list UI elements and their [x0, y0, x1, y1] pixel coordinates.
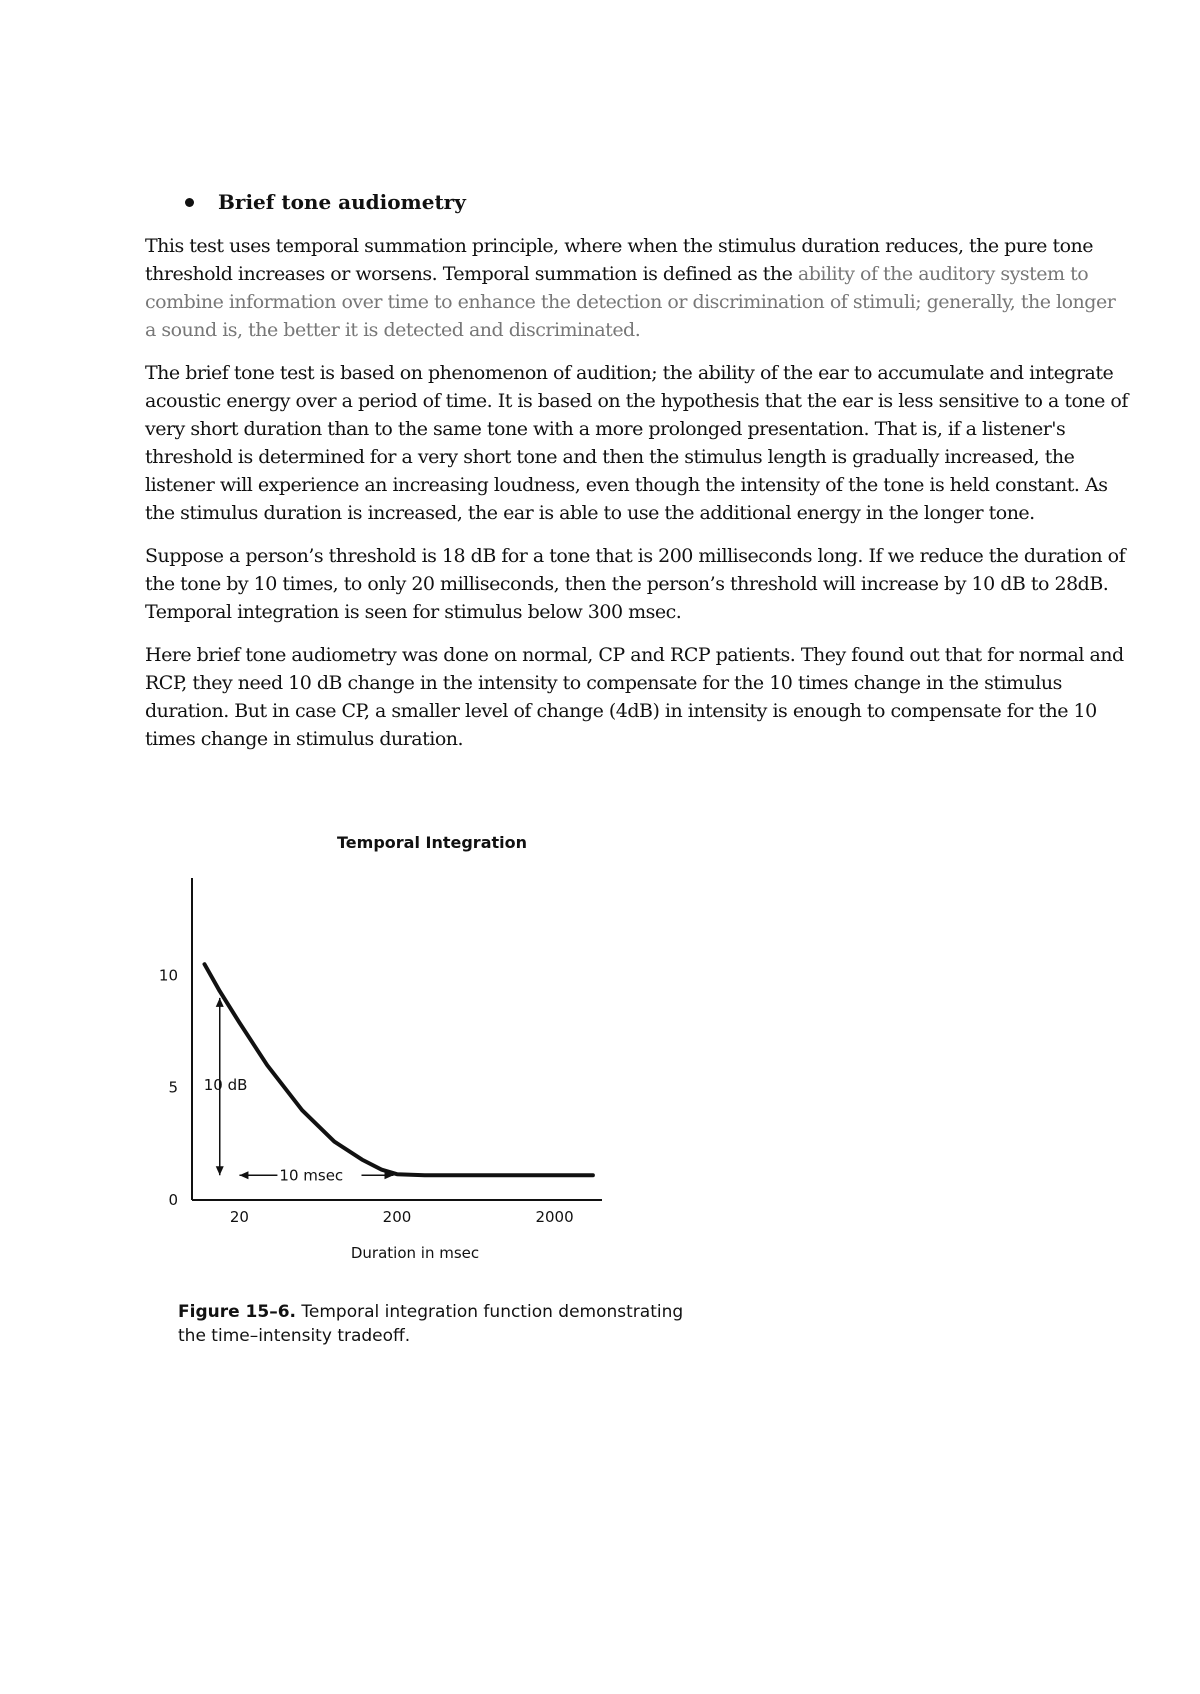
figure-caption-text: Temporal integration function demonstrating the time–intensity tradeoff.: [178, 1302, 684, 1346]
figure-caption-label: Figure 15–6.: [178, 1302, 296, 1322]
paragraph-1-quoted-definition: ability of the auditory system to combine information over time to enhance the detection or discrimination of stimuli; generally, the longer a sound is, the better it is detected and discriminated.: [145, 263, 1116, 341]
paragraph-3: Suppose a person’s threshold is 18 dB for a tone that is 200 milliseconds long. If we reduce the duration of the tone by 10 times, to only 20 milliseconds, then the person’s threshold will increase by 10 dB to 28dB. Temporal integration is seen for stimulus below 300 msec.: [145, 545, 1126, 623]
annotation-10msec: 10 msec: [279, 1166, 344, 1185]
arrow-down-icon: [216, 1166, 224, 1175]
figure-caption: [178, 1300, 698, 1348]
y-tick-label: 10: [158, 966, 178, 985]
chart-annotations: [204, 998, 394, 1184]
chart-x-axis-label: Duration in msec: [350, 1244, 480, 1262]
paragraph-1-text: This test uses temporal summation principle, where when the stimulus duration reduces, the pure tone threshold increases or worsens. Temporal summation is defined as the: [145, 235, 1094, 285]
y-tick-label: 0: [168, 1191, 178, 1209]
figure-temporal-integration: [158, 830, 690, 1350]
annotation-10db: 10 dB: [203, 1075, 248, 1094]
section-heading-text: Brief tone audiometry: [218, 190, 466, 214]
paragraph-2: The brief tone test is based on phenomenon of audition; the ability of the ear to accumulate and integrate acoustic energy over a period of time. It is based on the hypothesis that the ear is less sensitive to a tone of very short duration than to the same tone with a more prolonged presentation. That is, if a listener's threshold is determined for a very short tone and then the stimulus length is gradually increased, the listener will experience an increasing loudness, even though the intensity of the tone is held constant. As the stimulus duration is increased, the ear is able to use the additional energy in the longer tone.: [145, 362, 1128, 524]
document-body: [145, 190, 1130, 768]
paragraph-1: [145, 232, 1130, 344]
section-heading: [185, 190, 1130, 214]
chart-title: Temporal Integration: [337, 833, 527, 852]
arrow-left-icon: [239, 1171, 248, 1179]
bullet-icon: [185, 198, 194, 207]
temporal-integration-chart: [158, 830, 690, 1300]
x-tick-label: 20: [229, 1208, 249, 1226]
chart-series-line: [205, 964, 593, 1175]
x-tick-label: 200: [382, 1208, 412, 1226]
x-tick-label: 2000: [535, 1208, 574, 1226]
y-tick-label: 5: [168, 1078, 178, 1097]
chart-axes: [192, 878, 602, 1200]
paragraph-4: Here brief tone audiometry was done on normal, CP and RCP patients. They found out that for normal and RCP, they need 10 dB change in the intensity to compensate for the 10 times change in the stimulus duration. But in case CP, a smaller level of change (4dB) in intensity is enough to compensate for the 10 times change in stimulus duration.: [145, 644, 1124, 750]
